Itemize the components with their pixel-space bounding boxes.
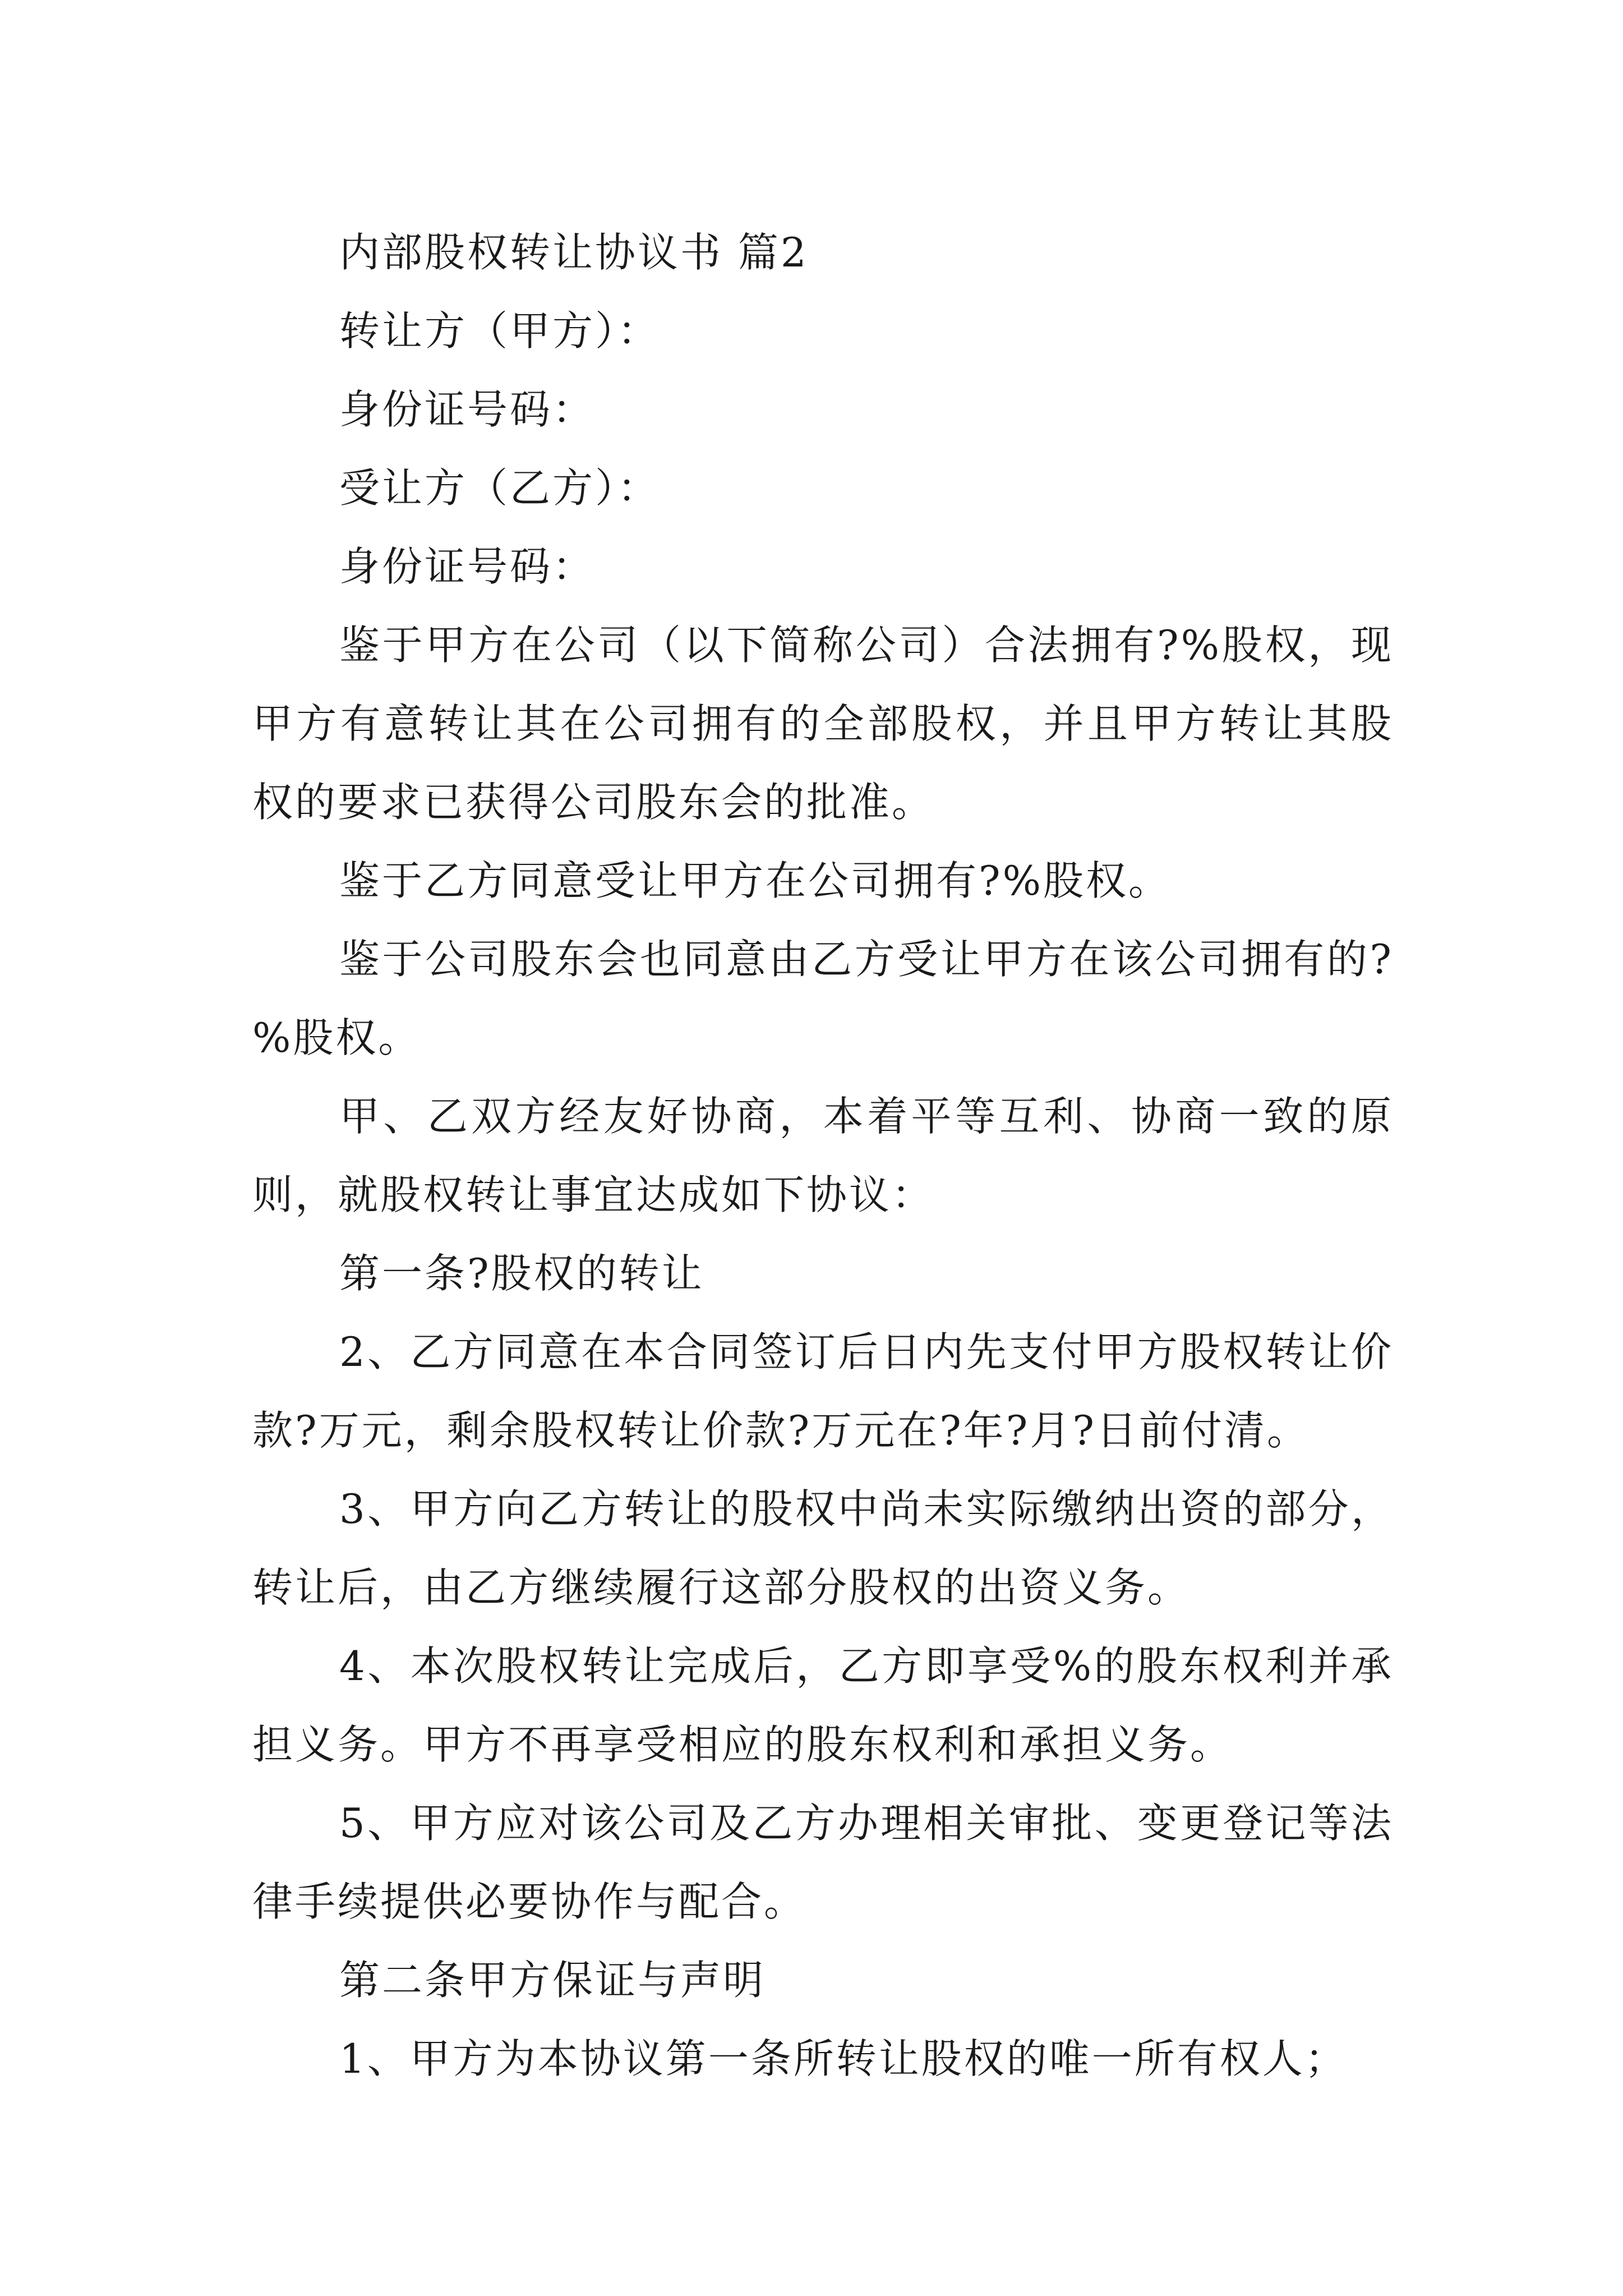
clause-paragraph: 1、甲方为本协议第一条所转让股权的唯一所有权人； — [339, 2035, 1348, 2082]
recital-paragraph: 鉴于乙方同意受让甲方在公司拥有?%股权。 — [339, 857, 1172, 904]
document-body — [252, 213, 1394, 2098]
recital-paragraph: 鉴于甲方在公司（以下简称公司）合法拥有?%股权，现甲方有意转让其在公司拥有的全部股权，并且甲方转让其股权的要求已获得公司股东会的批准。 — [252, 622, 1394, 826]
article-heading: 第一条?股权的转让 — [339, 1250, 704, 1297]
transferee-id-label: 身份证号码： — [339, 543, 596, 590]
document-title: 内部股权转让协议书 篇2 — [339, 229, 809, 276]
recital-paragraph: 鉴于公司股东会也同意由乙方受让甲方在该公司拥有的?%股权。 — [252, 936, 1394, 1061]
transferor-id-label: 身份证号码： — [339, 386, 596, 433]
clause-paragraph: 2、乙方同意在本合同签订后日内先支付甲方股权转让价款?万元，剩余股权转让价款?万元在?年?月?日前付清。 — [252, 1328, 1394, 1454]
clause-paragraph: 3、甲方向乙方转让的股权中尚未实际缴纳出资的部分，转让后，由乙方继续履行这部分股权的出资义务。 — [252, 1485, 1394, 1611]
transferor-label: 转让方（甲方）： — [339, 307, 661, 355]
agreement-preamble: 甲、乙双方经友好协商，本着平等互利、协商一致的原则，就股权转让事宜达成如下协议： — [252, 1093, 1394, 1218]
article-heading: 第二条甲方保证与声明 — [339, 1957, 766, 2004]
clause-paragraph: 4、本次股权转让完成后，乙方即享受%的股东权利并承担义务。甲方不再享受相应的股东权利和承担义务。 — [252, 1642, 1394, 1768]
clause-paragraph: 5、甲方应对该公司及乙方办理相关审批、变更登记等法律手续提供必要协作与配合。 — [252, 1800, 1394, 1925]
transferee-label: 受让方（乙方）： — [339, 464, 661, 512]
